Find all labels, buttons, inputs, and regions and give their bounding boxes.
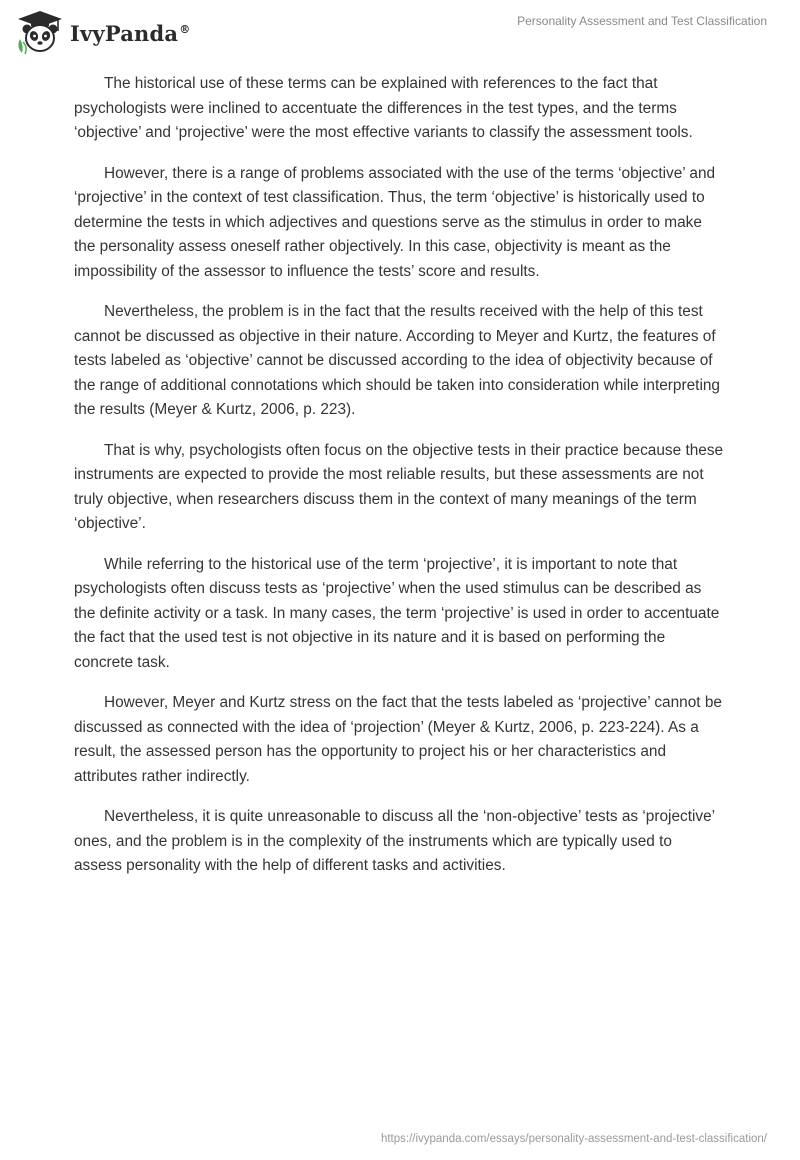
paragraph-2: However, there is a range of problems associated with the use of the terms ‘objective’ and ‘projective’ in the context of test classification. Thus, the term ‘objective’ is historically used to determine the tests in which adjectives and questions serve as the stimulus in order to make the personality assess oneself rather objectively. In this case, objectivity is meant as the impossibility of the assessor to influence the tests’ score and results. bbox=[74, 164, 716, 280]
paragraph-3: Nevertheless, the problem is in the fact that the results received with the help of this test cannot be discussed as objective in their nature. According to Meyer and Kurtz, the features of tests labeled as ‘objective’ cannot be discussed according to the idea of objectivity because of the range of additional connotations which should be taken into consideration while interpreting the results (Meyer & Kurtz, 2006, p. 223). bbox=[74, 303, 720, 418]
page-header bbox=[0, 0, 800, 60]
ivypanda-logo[interactable] bbox=[14, 9, 190, 55]
paragraph-7: Nevertheless, it is quite unreasonable to discuss all the ‘non-objective’ tests as ‘projective’ ones, and the problem is in the complexity of the instruments which are typically used to assess personality with the help of different tasks and activities. bbox=[74, 808, 715, 874]
paragraph-1: The historical use of these terms can be explained with references to the fact that psychologists were inclined to accentuate the differences in the test types, and the terms ‘objective’ and ‘projective’ were the most effective variants to classify the assessment tools. bbox=[74, 75, 693, 141]
paragraph-4: That is why, psychologists often focus on the objective tests in their practice because these instruments are expected to provide the most reliable results, but these assessments are not truly objective, when researchers discuss them in the context of many meanings of the term ‘objective’. bbox=[74, 441, 724, 532]
logo-text: IvyPanda bbox=[70, 20, 179, 46]
source-url[interactable]: https://ivypanda.com/essays/personality-assessment-and-test-classification/ bbox=[380, 1133, 767, 1145]
document-title: Personality Assessment and Test Classification bbox=[517, 14, 767, 28]
logo-wordmark bbox=[70, 21, 190, 46]
essay-body bbox=[74, 72, 724, 895]
paragraph-6: However, Meyer and Kurtz stress on the fact that the tests labeled as ‘projective’ cannot be discussed as connected with the idea of ‘projection’ (Meyer & Kurtz, 2006, p. 223-224). As a result, the assessed person has the opportunity to project his or her characteristics and attributes rather indirectly. bbox=[74, 694, 722, 785]
paragraph-5: While referring to the historical use of the term ‘projective’, it is important to note that psychologists often discuss tests as ‘projective’ when the used stimulus can be described as the definite activity or a task. In many cases, the term ‘projective’ is used in order to accentuate the fact that the used test is not objective in its nature and it is based on performing the concrete task. bbox=[74, 555, 720, 671]
logo-registered-mark: ® bbox=[179, 22, 191, 36]
panda-graduate-icon bbox=[14, 9, 66, 55]
